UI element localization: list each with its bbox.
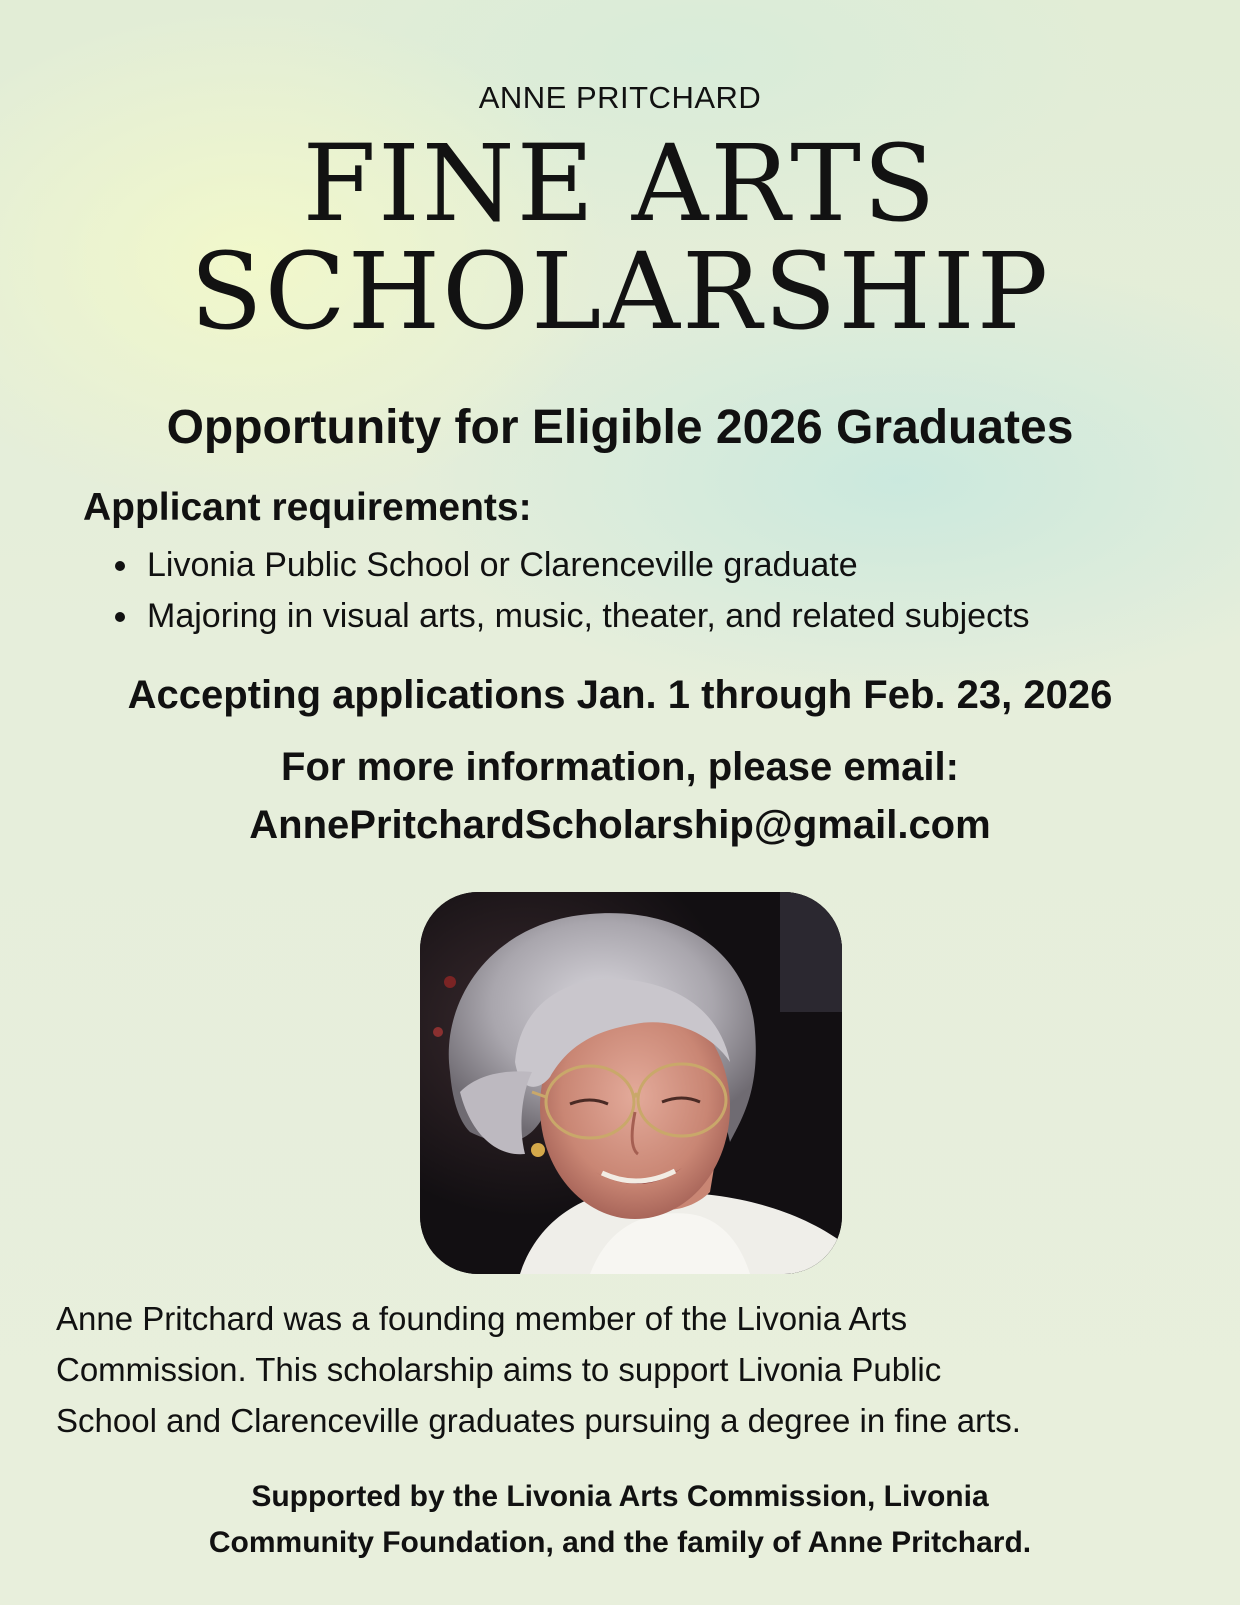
sponsors-line: Supported by the Livonia Arts Commission, Livonia	[251, 1480, 989, 1513]
bio-line: Anne Pritchard was a founding member of the Livonia Arts	[56, 1300, 908, 1337]
bullet-icon	[115, 561, 125, 571]
bio-line: Commission. This scholarship aims to support Livonia Public	[56, 1351, 942, 1388]
honoree-name: ANNE PRITCHARD	[478, 80, 762, 115]
bio-line: School and Clarenceville graduates pursuing a degree in fine arts.	[56, 1402, 1021, 1439]
requirement-text: Livonia Public School or Clarenceville graduate	[147, 546, 858, 584]
portrait-photo	[420, 892, 842, 1274]
opportunity-headline: Opportunity for Eligible 2026 Graduates	[166, 401, 1074, 454]
contact-email-link[interactable]: AnnePritchardScholarship@gmail.com	[249, 803, 991, 847]
sponsors-note	[0, 1474, 1240, 1566]
requirements-heading: Applicant requirements:	[83, 486, 532, 529]
contact-info	[0, 738, 1240, 854]
application-dates: Accepting applications Jan. 1 through Feb. 23, 2026	[127, 673, 1113, 717]
bullet-icon	[115, 612, 125, 622]
requirement-item	[110, 591, 1030, 642]
requirement-item	[110, 540, 1030, 591]
requirements-list	[110, 540, 1030, 642]
bio-paragraph	[56, 1293, 1196, 1446]
sponsors-line: Community Foundation, and the family of Anne Pritchard.	[208, 1526, 1032, 1559]
contact-prompt: For more information, please email:	[281, 745, 959, 789]
title-line-scholarship: SCHOLARSHIP	[189, 230, 1051, 353]
title-line-fine-arts: FINE ARTS	[302, 122, 938, 245]
requirement-text: Majoring in visual arts, music, theater, and related subjects	[147, 597, 1030, 635]
